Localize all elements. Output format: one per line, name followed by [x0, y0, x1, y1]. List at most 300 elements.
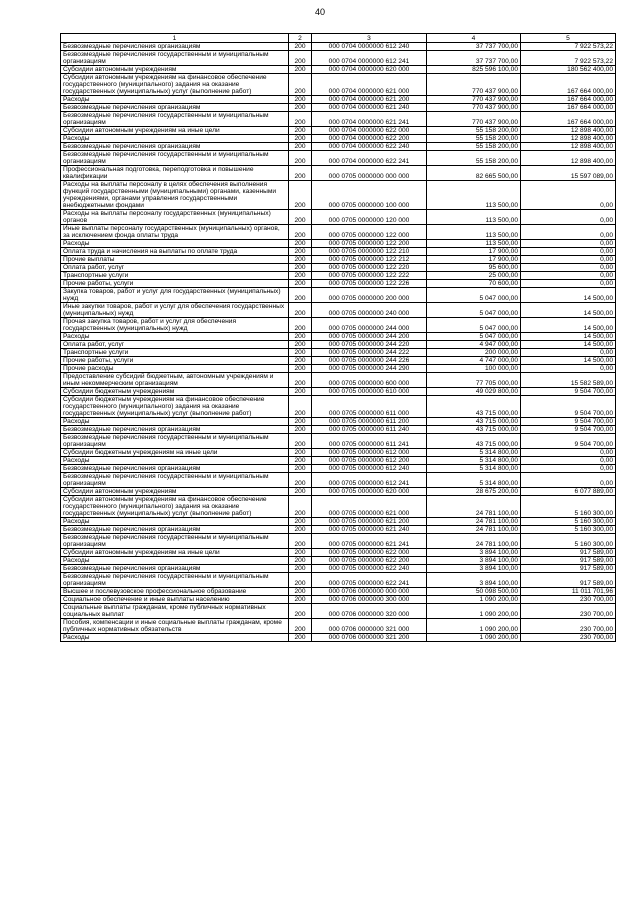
row-code: 200 [289, 426, 312, 434]
row-name: Социальные выплаты гражданам, кроме публичных нормативных социальных выплат [61, 604, 289, 619]
row-code: 200 [289, 280, 312, 288]
row-name: Субсидии автономным учреждениям [61, 488, 289, 496]
row-classifier: 000 0705 0000000 611 241 [312, 434, 427, 449]
table-row [61, 473, 616, 488]
row-code: 200 [289, 557, 312, 565]
table-row [61, 303, 616, 318]
row-approved-value: 770 437 900,00 [427, 104, 521, 112]
row-code: 200 [289, 303, 312, 318]
row-classifier: 000 0705 0000000 122 200 [312, 240, 427, 248]
row-code: 200 [289, 264, 312, 272]
row-executed-value: 230 700,00 [521, 596, 616, 604]
row-approved-value: 770 437 900,00 [427, 96, 521, 104]
row-classifier: 000 0705 0000000 622 200 [312, 557, 427, 565]
row-executed-value: 0,00 [521, 449, 616, 457]
row-code: 200 [289, 135, 312, 143]
row-executed-value: 917 589,00 [521, 565, 616, 573]
row-name: Безвозмездные перечисления организациям [61, 143, 289, 151]
row-code: 200 [289, 318, 312, 333]
row-classifier: 000 0705 0000000 600 000 [312, 373, 427, 388]
row-executed-value: 0,00 [521, 210, 616, 225]
row-classifier: 000 0704 0000000 620 000 [312, 66, 427, 74]
row-code: 200 [289, 143, 312, 151]
row-name: Безвозмездные перечисления государственным и муниципальным организациям [61, 534, 289, 549]
table-row [61, 349, 616, 357]
row-executed-value: 0,00 [521, 181, 616, 210]
row-executed-value: 14 500,00 [521, 357, 616, 365]
row-code: 200 [289, 549, 312, 557]
row-name: Расходы [61, 96, 289, 104]
column-header-5: 5 [521, 34, 616, 43]
row-approved-value: 37 737 700,00 [427, 51, 521, 66]
table-row [61, 465, 616, 473]
row-name: Расходы [61, 557, 289, 565]
row-name: Иные выплаты персоналу государственных (муниципальных) органов, за исключением фонда оплаты труда [61, 225, 289, 240]
row-approved-value: 24 781 100,00 [427, 496, 521, 518]
row-name: Прочие работы, услуги [61, 357, 289, 365]
row-executed-value: 7 922 573,22 [521, 51, 616, 66]
row-executed-value: 167 664 000,00 [521, 104, 616, 112]
row-name: Прочие выплаты [61, 256, 289, 264]
row-code: 200 [289, 248, 312, 256]
table-row [61, 280, 616, 288]
table-row [61, 388, 616, 396]
row-code: 200 [289, 573, 312, 588]
row-name: Расходы [61, 240, 289, 248]
row-classifier: 000 0704 0000000 622 241 [312, 151, 427, 166]
table-row [61, 288, 616, 303]
row-executed-value: 5 160 300,00 [521, 496, 616, 518]
row-approved-value: 1 090 200,00 [427, 596, 521, 604]
row-classifier: 000 0705 0000000 122 226 [312, 280, 427, 288]
row-executed-value: 11 011 701,96 [521, 588, 616, 596]
row-code: 200 [289, 418, 312, 426]
row-approved-value: 5 314 800,00 [427, 473, 521, 488]
table-row [61, 549, 616, 557]
table-row [61, 104, 616, 112]
row-classifier: 000 0706 0000000 321 200 [312, 634, 427, 642]
table-row [61, 373, 616, 388]
row-name: Субсидии автономным учреждениям [61, 66, 289, 74]
row-code: 200 [289, 565, 312, 573]
row-executed-value: 917 589,00 [521, 557, 616, 565]
table-row [61, 488, 616, 496]
row-approved-value: 5 047 000,00 [427, 288, 521, 303]
row-executed-value: 14 500,00 [521, 341, 616, 349]
row-classifier: 000 0705 0000000 122 212 [312, 256, 427, 264]
row-classifier: 000 0705 0000000 622 240 [312, 565, 427, 573]
row-executed-value: 9 504 700,00 [521, 434, 616, 449]
row-approved-value: 3 894 100,00 [427, 557, 521, 565]
row-classifier: 000 0705 0000000 620 000 [312, 488, 427, 496]
row-name: Пособия, компенсации и иные социальные выплаты гражданам, кроме публичных нормативных обязательств [61, 619, 289, 634]
row-approved-value: 55 158 200,00 [427, 135, 521, 143]
row-classifier: 000 0705 0000000 612 200 [312, 457, 427, 465]
row-code: 200 [289, 619, 312, 634]
row-name: Расходы [61, 457, 289, 465]
row-approved-value: 3 894 100,00 [427, 549, 521, 557]
row-classifier: 000 0705 0000000 244 000 [312, 318, 427, 333]
row-executed-value: 0,00 [521, 248, 616, 256]
page-number: 40 [314, 7, 325, 17]
table-row [61, 557, 616, 565]
row-approved-value: 1 090 200,00 [427, 604, 521, 619]
row-executed-value: 167 664 000,00 [521, 74, 616, 96]
table-row [61, 51, 616, 66]
row-executed-value: 12 898 400,00 [521, 135, 616, 143]
table-body [61, 43, 616, 642]
table-row [61, 43, 616, 51]
row-classifier: 000 0705 0000000 622 241 [312, 573, 427, 588]
row-approved-value: 50 098 500,00 [427, 588, 521, 596]
row-classifier: 000 0705 0000000 122 210 [312, 248, 427, 256]
row-code: 200 [289, 341, 312, 349]
row-approved-value: 770 437 900,00 [427, 74, 521, 96]
row-approved-value: 95 600,00 [427, 264, 521, 272]
row-approved-value: 100 000,00 [427, 365, 521, 373]
row-code: 200 [289, 365, 312, 373]
row-code: 200 [289, 526, 312, 534]
row-code: 200 [289, 349, 312, 357]
row-name: Субсидии бюджетным учреждениям на иные цели [61, 449, 289, 457]
row-classifier: 000 0705 0000000 612 000 [312, 449, 427, 457]
row-code: 200 [289, 96, 312, 104]
table-row [61, 264, 616, 272]
row-executed-value: 12 898 400,00 [521, 127, 616, 135]
row-approved-value: 70 600,00 [427, 280, 521, 288]
row-classifier: 000 0705 0000000 244 222 [312, 349, 427, 357]
row-executed-value: 167 664 000,00 [521, 112, 616, 127]
table-row [61, 166, 616, 181]
row-approved-value: 55 158 200,00 [427, 151, 521, 166]
row-approved-value: 49 029 800,00 [427, 388, 521, 396]
budget-table [60, 33, 616, 642]
row-classifier: 000 0705 0000000 611 200 [312, 418, 427, 426]
row-name: Безвозмездные перечисления организациям [61, 43, 289, 51]
row-approved-value: 77 705 000,00 [427, 373, 521, 388]
table-row [61, 135, 616, 143]
row-code: 200 [289, 166, 312, 181]
row-executed-value: 14 500,00 [521, 333, 616, 341]
row-name: Безвозмездные перечисления государственным и муниципальным организациям [61, 151, 289, 166]
row-classifier: 000 0706 0000000 300 000 [312, 596, 427, 604]
row-executed-value: 5 160 300,00 [521, 526, 616, 534]
row-approved-value: 82 665 500,00 [427, 166, 521, 181]
row-approved-value: 43 715 000,00 [427, 426, 521, 434]
row-classifier: 000 0704 0000000 621 000 [312, 74, 427, 96]
table-row [61, 127, 616, 135]
table-row [61, 96, 616, 104]
row-executed-value: 0,00 [521, 280, 616, 288]
row-executed-value: 9 504 700,00 [521, 396, 616, 418]
row-name: Социальное обеспечение и иные выплаты населению [61, 596, 289, 604]
row-approved-value: 770 437 900,00 [427, 112, 521, 127]
column-header-1: 1 [61, 34, 289, 43]
row-code: 200 [289, 66, 312, 74]
row-approved-value: 825 596 100,00 [427, 66, 521, 74]
table-row [61, 457, 616, 465]
row-executed-value: 14 500,00 [521, 303, 616, 318]
row-approved-value: 37 737 700,00 [427, 43, 521, 51]
row-name: Безвозмездные перечисления организациям [61, 426, 289, 434]
row-code: 200 [289, 457, 312, 465]
row-code: 200 [289, 210, 312, 225]
row-classifier: 000 0705 0000000 122 220 [312, 264, 427, 272]
row-executed-value: 180 562 400,00 [521, 66, 616, 74]
row-approved-value: 5 047 000,00 [427, 303, 521, 318]
row-classifier: 000 0705 0000000 000 000 [312, 166, 427, 181]
table-header [61, 34, 616, 43]
row-code: 200 [289, 388, 312, 396]
row-code: 200 [289, 465, 312, 473]
row-name: Субсидии автономным учреждениям на иные цели [61, 127, 289, 135]
table-row [61, 426, 616, 434]
row-code: 200 [289, 127, 312, 135]
row-code: 200 [289, 256, 312, 264]
row-name: Субсидии бюджетным учреждениям [61, 388, 289, 396]
row-name: Субсидии бюджетным учреждениям на финансовое обеспечение государственного (муниципального) задания на оказание государственных (муниципальных) услуг (выполнение работ) [61, 396, 289, 418]
row-classifier: 000 0704 0000000 621 200 [312, 96, 427, 104]
table-row [61, 181, 616, 210]
row-name: Безвозмездные перечисления организациям [61, 465, 289, 473]
table-row [61, 634, 616, 642]
table-row [61, 526, 616, 534]
row-executed-value: 230 700,00 [521, 634, 616, 642]
row-executed-value: 0,00 [521, 240, 616, 248]
row-code: 200 [289, 104, 312, 112]
row-classifier: 000 0705 0000000 612 241 [312, 473, 427, 488]
row-executed-value: 0,00 [521, 225, 616, 240]
row-code: 200 [289, 333, 312, 341]
row-executed-value: 12 898 400,00 [521, 143, 616, 151]
row-executed-value: 0,00 [521, 256, 616, 264]
row-executed-value: 15 582 589,00 [521, 373, 616, 388]
row-classifier: 000 0704 0000000 622 240 [312, 143, 427, 151]
row-code: 200 [289, 596, 312, 604]
row-name: Безвозмездные перечисления государственным и муниципальным организациям [61, 434, 289, 449]
row-code: 200 [289, 449, 312, 457]
row-code: 200 [289, 534, 312, 549]
row-approved-value: 55 158 200,00 [427, 127, 521, 135]
table-row [61, 341, 616, 349]
row-executed-value: 14 500,00 [521, 318, 616, 333]
row-code: 200 [289, 588, 312, 596]
row-approved-value: 1 090 200,00 [427, 634, 521, 642]
row-approved-value: 1 090 200,00 [427, 619, 521, 634]
table-row [61, 596, 616, 604]
row-name: Расходы [61, 634, 289, 642]
row-approved-value: 24 781 100,00 [427, 526, 521, 534]
row-classifier: 000 0705 0000000 120 000 [312, 210, 427, 225]
table-row [61, 333, 616, 341]
row-approved-value: 200 000,00 [427, 349, 521, 357]
row-executed-value: 230 700,00 [521, 619, 616, 634]
row-code: 200 [289, 74, 312, 96]
row-name: Предоставление субсидий бюджетным, автономным учреждениям и иным некоммерческим организациям [61, 373, 289, 388]
row-executed-value: 9 504 700,00 [521, 426, 616, 434]
row-approved-value: 24 781 100,00 [427, 518, 521, 526]
row-executed-value: 6 077 889,00 [521, 488, 616, 496]
table-row [61, 496, 616, 518]
row-name: Безвозмездные перечисления организациям [61, 104, 289, 112]
row-approved-value: 4 747 000,00 [427, 357, 521, 365]
table-row [61, 588, 616, 596]
table-row [61, 210, 616, 225]
row-classifier: 000 0705 0000000 610 000 [312, 388, 427, 396]
row-executed-value: 0,00 [521, 473, 616, 488]
column-header-3: 3 [312, 34, 427, 43]
row-approved-value: 55 158 200,00 [427, 143, 521, 151]
row-name: Прочие работы, услуги [61, 280, 289, 288]
row-executed-value: 917 589,00 [521, 549, 616, 557]
row-executed-value: 5 160 300,00 [521, 534, 616, 549]
row-executed-value: 0,00 [521, 465, 616, 473]
row-classifier: 000 0706 0000000 000 000 [312, 588, 427, 596]
row-code: 200 [289, 357, 312, 365]
row-classifier: 000 0706 0000000 320 000 [312, 604, 427, 619]
row-code: 200 [289, 225, 312, 240]
row-name: Высшее и послевузовское профессиональное образование [61, 588, 289, 596]
row-name: Оплата работ, услуг [61, 264, 289, 272]
row-classifier: 000 0705 0000000 621 200 [312, 518, 427, 526]
row-name: Закупка товаров, работ и услуг для государственных (муниципальных) нужд [61, 288, 289, 303]
row-classifier: 000 0705 0000000 200 000 [312, 288, 427, 303]
row-executed-value: 167 664 000,00 [521, 96, 616, 104]
row-code: 200 [289, 518, 312, 526]
row-name: Транспортные услуги [61, 349, 289, 357]
table-row [61, 619, 616, 634]
row-approved-value: 5 314 800,00 [427, 449, 521, 457]
table-row [61, 365, 616, 373]
row-code: 200 [289, 288, 312, 303]
row-name: Оплата работ, услуг [61, 341, 289, 349]
row-approved-value: 113 500,00 [427, 225, 521, 240]
row-code: 200 [289, 434, 312, 449]
row-classifier: 000 0705 0000000 100 000 [312, 181, 427, 210]
row-name: Расходы [61, 135, 289, 143]
row-executed-value: 7 922 573,22 [521, 43, 616, 51]
row-executed-value: 9 504 700,00 [521, 388, 616, 396]
column-header-4: 4 [427, 34, 521, 43]
row-code: 200 [289, 396, 312, 418]
row-classifier: 000 0705 0000000 621 000 [312, 496, 427, 518]
row-name: Безвозмездные перечисления организациям [61, 565, 289, 573]
row-classifier: 000 0704 0000000 612 240 [312, 43, 427, 51]
row-code: 200 [289, 240, 312, 248]
table-row [61, 240, 616, 248]
row-code: 200 [289, 272, 312, 280]
row-code: 200 [289, 181, 312, 210]
row-code: 200 [289, 51, 312, 66]
row-approved-value: 3 894 100,00 [427, 573, 521, 588]
row-approved-value: 5 314 800,00 [427, 465, 521, 473]
row-name: Расходы на выплаты персоналу в целях обеспечения выполнения функций государственными (муниципальными) органами, казенными учреждениями, органами управления государственными внебюджетными фондами [61, 181, 289, 210]
row-approved-value: 113 500,00 [427, 181, 521, 210]
row-name: Иные закупки товаров, работ и услуг для обеспечения государственных (муниципальных) нужд [61, 303, 289, 318]
row-code: 200 [289, 488, 312, 496]
row-name: Профессиональная подготовка, переподготовка и повышение квалификации [61, 166, 289, 181]
row-approved-value: 28 675 200,00 [427, 488, 521, 496]
row-name: Безвозмездные перечисления государственным и муниципальным организациям [61, 573, 289, 588]
table-row [61, 248, 616, 256]
row-name: Расходы [61, 518, 289, 526]
row-classifier: 000 0705 0000000 122 000 [312, 225, 427, 240]
row-name: Субсидии автономным учреждениям на финансовое обеспечение государственного (муниципального) задания на оказание государственных (муниципальных) услуг (выполнение работ) [61, 74, 289, 96]
row-executed-value: 14 500,00 [521, 288, 616, 303]
row-approved-value: 24 781 100,00 [427, 534, 521, 549]
header-row [61, 34, 616, 43]
row-code: 200 [289, 473, 312, 488]
row-approved-value: 113 500,00 [427, 210, 521, 225]
row-code: 200 [289, 496, 312, 518]
row-executed-value: 0,00 [521, 349, 616, 357]
row-name: Прочая закупка товаров, работ и услуг для обеспечения государственных (муниципальных) нужд [61, 318, 289, 333]
row-approved-value: 4 947 000,00 [427, 341, 521, 349]
table-row [61, 272, 616, 280]
row-approved-value: 17 900,00 [427, 256, 521, 264]
row-executed-value: 12 898 400,00 [521, 151, 616, 166]
table-row [61, 418, 616, 426]
row-name: Безвозмездные перечисления государственным и муниципальным организациям [61, 473, 289, 488]
row-code: 200 [289, 151, 312, 166]
row-classifier: 000 0705 0000000 612 240 [312, 465, 427, 473]
row-classifier: 000 0705 0000000 122 222 [312, 272, 427, 280]
table-row [61, 518, 616, 526]
row-name: Расходы [61, 333, 289, 341]
row-name: Безвозмездные перечисления государственным и муниципальным организациям [61, 112, 289, 127]
row-code: 200 [289, 634, 312, 642]
row-name: Расходы [61, 418, 289, 426]
table-row [61, 143, 616, 151]
table-row [61, 74, 616, 96]
row-classifier: 000 0705 0000000 621 240 [312, 526, 427, 534]
row-executed-value: 0,00 [521, 272, 616, 280]
row-classifier: 000 0705 0000000 240 000 [312, 303, 427, 318]
row-executed-value: 917 589,00 [521, 573, 616, 588]
table-row [61, 604, 616, 619]
row-approved-value: 43 715 000,00 [427, 434, 521, 449]
row-classifier: 000 0704 0000000 621 241 [312, 112, 427, 127]
table-row [61, 357, 616, 365]
row-executed-value: 9 504 700,00 [521, 418, 616, 426]
table-row [61, 256, 616, 264]
row-classifier: 000 0705 0000000 621 241 [312, 534, 427, 549]
table-row [61, 151, 616, 166]
row-approved-value: 3 894 100,00 [427, 565, 521, 573]
row-name: Безвозмездные перечисления организациям [61, 526, 289, 534]
row-classifier: 000 0705 0000000 611 240 [312, 426, 427, 434]
row-classifier: 000 0705 0000000 244 220 [312, 341, 427, 349]
row-code: 200 [289, 604, 312, 619]
row-approved-value: 17 900,00 [427, 248, 521, 256]
row-name: Транспортные услуги [61, 272, 289, 280]
row-executed-value: 5 160 300,00 [521, 518, 616, 526]
row-executed-value: 0,00 [521, 365, 616, 373]
row-name: Прочие расходы [61, 365, 289, 373]
table-row [61, 66, 616, 74]
row-approved-value: 113 500,00 [427, 240, 521, 248]
table-row [61, 573, 616, 588]
row-name: Безвозмездные перечисления государственным и муниципальным организациям [61, 51, 289, 66]
row-executed-value: 0,00 [521, 457, 616, 465]
row-approved-value: 25 000,00 [427, 272, 521, 280]
row-classifier: 000 0704 0000000 621 240 [312, 104, 427, 112]
row-classifier: 000 0704 0000000 622 000 [312, 127, 427, 135]
table-row [61, 565, 616, 573]
row-name: Субсидии автономным учреждениям на иные цели [61, 549, 289, 557]
table-row [61, 434, 616, 449]
row-classifier: 000 0704 0000000 622 200 [312, 135, 427, 143]
